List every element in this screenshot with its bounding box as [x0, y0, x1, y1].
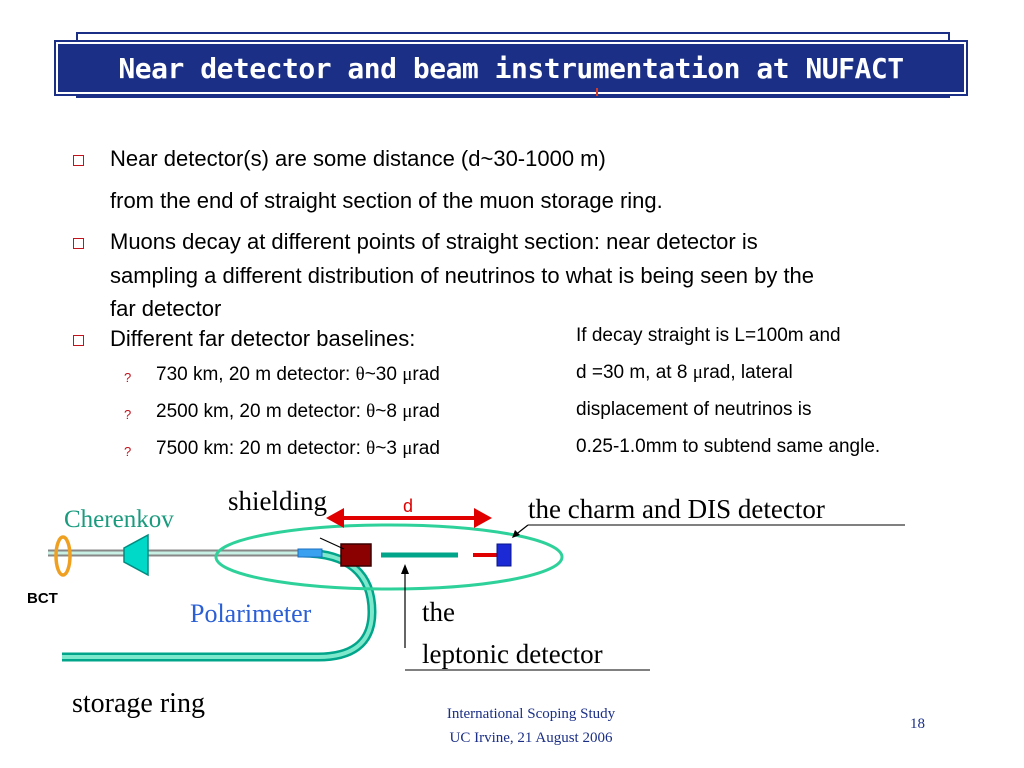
footer-event: UC Irvine, 21 August 2006	[449, 730, 613, 746]
footer-org: International Scoping Study	[446, 706, 616, 722]
note-line-3: displacement of neutrinos is	[576, 399, 812, 420]
storage-ring-label: storage ring	[72, 688, 205, 719]
polarimeter-segment	[298, 549, 322, 557]
bullet-2-line-1: Muons decay at different points of straight section: near detector is	[110, 229, 758, 254]
leptonic-detector-label-line-2: leptonic detector	[422, 639, 603, 669]
shielding-label: shielding	[228, 486, 327, 516]
page-number: 18	[910, 716, 925, 732]
distance-arrow-right-head	[474, 508, 492, 528]
bullet-2-line-2: sampling a different distribution of neutrinos to what is being seen by the	[110, 263, 815, 288]
sub-bullet-marker-icon: ?	[124, 444, 132, 459]
polarimeter-label: Polarimeter	[190, 599, 312, 628]
leptonic-detector-label-line-1: the	[422, 597, 455, 627]
bullet-1-line-2: from the end of straight section of the muon storage ring.	[110, 188, 663, 213]
bct-label: BCT	[27, 590, 58, 607]
note-line-2: d =30 m, at 8 μrad, lateral	[576, 362, 793, 383]
sub-bullet-7500km: 7500 km: 20 m detector: θ~3 μrad	[156, 438, 440, 459]
sub-bullet-2500km: 2500 km, 20 m detector: θ~8 μrad	[156, 401, 440, 422]
dis-detector-block	[497, 544, 511, 566]
cherenkov-detector-icon	[124, 535, 148, 575]
bullet-1-line-1: Near detector(s) are some distance (d~30-1000 m)	[110, 146, 606, 171]
cherenkov-label: Cherenkov	[64, 506, 174, 533]
sub-bullet-marker-icon: ?	[124, 370, 132, 385]
note-line-4: 0.25-1.0mm to subtend same angle.	[576, 436, 881, 457]
distance-d-label: d	[403, 496, 414, 516]
shielding-block	[341, 544, 371, 566]
sub-bullet-marker-icon: ?	[124, 407, 132, 422]
charm-dis-detector-label: the charm and DIS detector	[528, 494, 825, 524]
note-line-1: If decay straight is L=100m and	[576, 325, 841, 346]
bullet-2-line-3: far detector	[110, 296, 222, 321]
bullet-3-line-1: Different far detector baselines:	[110, 326, 416, 351]
slide-title: Near detector and beam instrumentation at NUFACT	[118, 51, 904, 85]
sub-bullet-730km: 730 km, 20 m detector: θ~30 μrad	[156, 364, 440, 385]
